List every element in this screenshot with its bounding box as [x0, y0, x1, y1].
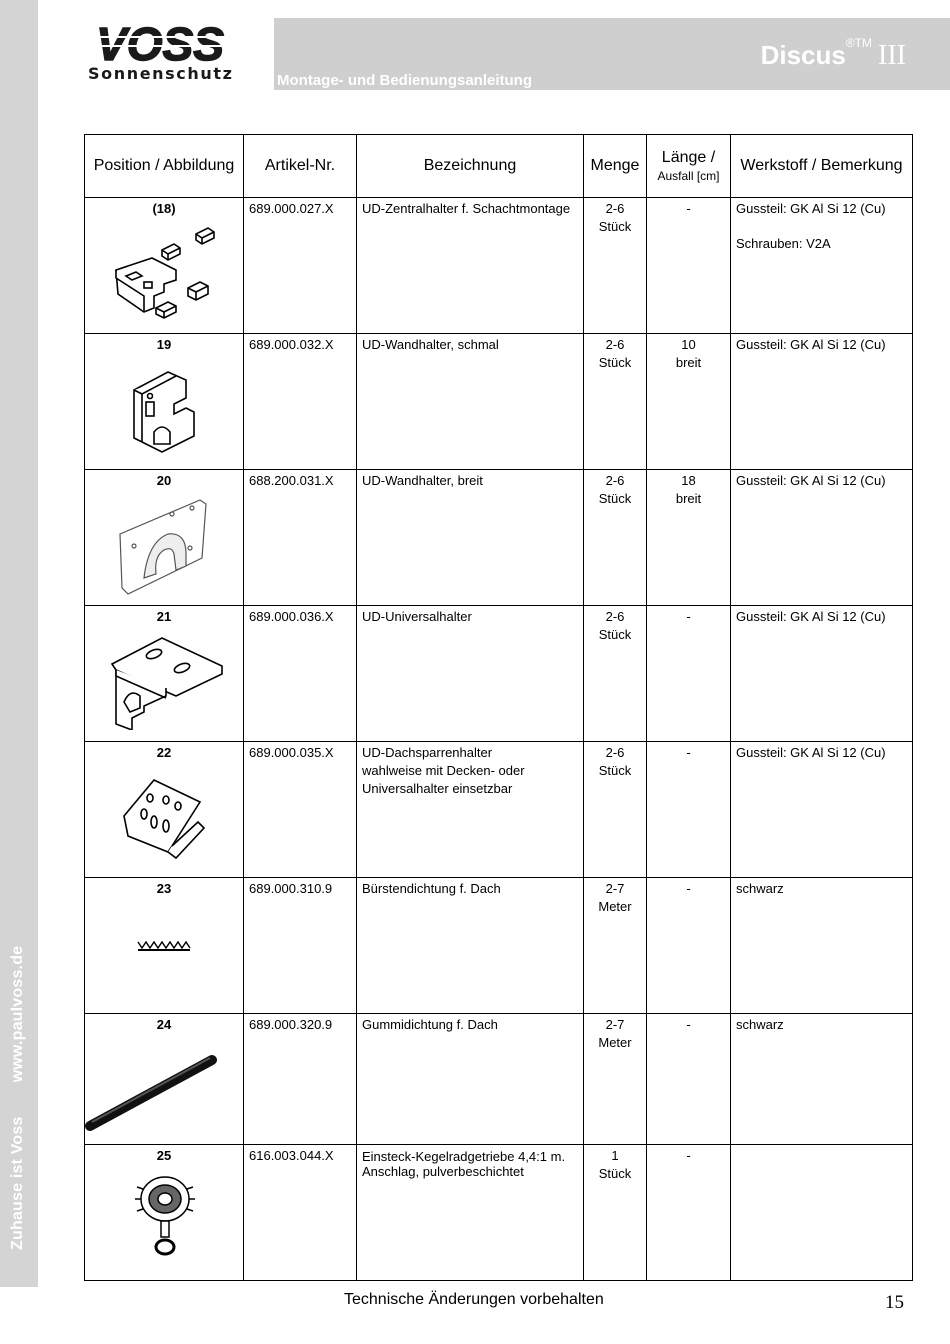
table-row [85, 606, 913, 742]
universal-bracket-icon [104, 630, 224, 730]
col-header-artikel: Artikel-Nr. [244, 135, 357, 198]
col-header-werkstoff: Werkstoff / Bemerkung [731, 135, 913, 198]
wide-wall-bracket-icon [114, 494, 214, 598]
rafter-bracket-icon [114, 766, 214, 866]
svg-text:VOSS: VOSS [96, 24, 224, 70]
cell-artikel: 689.000.032.X [244, 334, 357, 470]
cell-laenge: - [647, 606, 731, 742]
bevel-gear-icon [129, 1169, 199, 1269]
parts-table [84, 134, 913, 1281]
cell-werkstoff [731, 1145, 913, 1281]
sidebar-url: www.paulvoss.de [9, 945, 26, 1083]
cell-position: 19 [85, 334, 244, 470]
cell-position: 20 [85, 470, 244, 606]
central-bracket-parts-icon [104, 222, 224, 322]
cell-menge: 2-7 Meter [584, 1014, 647, 1145]
cell-menge: 2-6 Stück [584, 334, 647, 470]
cell-artikel: 689.000.320.9 [244, 1014, 357, 1145]
cell-position: 23 [85, 878, 244, 1014]
cell-menge: 2-6 Stück [584, 742, 647, 878]
col-header-position: Position / Abbildung [85, 135, 244, 198]
cell-laenge: - [647, 1014, 731, 1145]
cell-position: 21 [85, 606, 244, 742]
cell-werkstoff: schwarz [731, 1014, 913, 1145]
cell-werkstoff: Gussteil: GK Al Si 12 (Cu) [731, 470, 913, 606]
rubber-seal-icon [82, 1038, 222, 1138]
cell-werkstoff: Gussteil: GK Al Si 12 (Cu) [731, 742, 913, 878]
cell-artikel: 689.000.035.X [244, 742, 357, 878]
cell-werkstoff: Gussteil: GK Al Si 12 (Cu) Schrauben: V2A [731, 198, 913, 334]
cell-artikel: 689.000.027.X [244, 198, 357, 334]
cell-bezeichnung: UD-Universalhalter [357, 606, 584, 742]
cell-menge: 2-6 Stück [584, 606, 647, 742]
cell-bezeichnung: UD-Wandhalter, schmal [357, 334, 584, 470]
header-bar [274, 18, 950, 90]
col-header-menge: Menge [584, 135, 647, 198]
table-row [85, 198, 913, 334]
table-row [85, 470, 913, 606]
cell-bezeichnung: Einsteck-Kegelradgetriebe 4,4:1 m. Anschlag, pulverbeschichtet [357, 1145, 584, 1281]
brand-subtitle: Sonnenschutz [88, 64, 234, 83]
cell-artikel: 616.003.044.X [244, 1145, 357, 1281]
cell-werkstoff: Gussteil: GK Al Si 12 (Cu) [731, 334, 913, 470]
cell-position: (18) [85, 198, 244, 334]
sidebar-text [9, 946, 27, 1250]
table-row [85, 334, 913, 470]
cell-artikel: 688.200.031.X [244, 470, 357, 606]
cell-laenge: - [647, 742, 731, 878]
cell-menge: 2-7 Meter [584, 878, 647, 1014]
cell-werkstoff: schwarz [731, 878, 913, 1014]
cell-bezeichnung: UD-Dachsparrenhalter wahlweise mit Decken- oder Universalhalter einsetzbar [357, 742, 584, 878]
table-row [85, 1014, 913, 1145]
cell-laenge: - [647, 878, 731, 1014]
col-header-laenge: Länge / Ausfall [cm] [647, 135, 731, 198]
table-row [85, 878, 913, 1014]
col-header-bezeichnung: Bezeichnung [357, 135, 584, 198]
cell-artikel: 689.000.036.X [244, 606, 357, 742]
cell-menge: 2-6 Stück [584, 198, 647, 334]
table-row [85, 1145, 913, 1281]
sidebar-slogan: Zuhause ist Voss [9, 1116, 26, 1250]
cell-bezeichnung: Gummidichtung f. Dach [357, 1014, 584, 1145]
table-row [85, 742, 913, 878]
cell-position: 25 [85, 1145, 244, 1281]
cell-position: 24 [85, 1014, 244, 1145]
narrow-wall-bracket-icon [124, 358, 204, 458]
page-number: 15 [885, 1292, 904, 1313]
cell-laenge: - [647, 198, 731, 334]
footer-note: Technische Änderungen vorbehalten [344, 1291, 604, 1308]
cell-laenge: - [647, 1145, 731, 1281]
cell-laenge: 18 breit [647, 470, 731, 606]
cell-artikel: 689.000.310.9 [244, 878, 357, 1014]
cell-bezeichnung: Bürstendichtung f. Dach [357, 878, 584, 1014]
cell-werkstoff: Gussteil: GK Al Si 12 (Cu) [731, 606, 913, 742]
table-header-row [85, 135, 913, 198]
brush-seal-icon [134, 926, 194, 966]
cell-menge: 2-6 Stück [584, 470, 647, 606]
cell-bezeichnung: UD-Wandhalter, breit [357, 470, 584, 606]
cell-laenge: 10 breit [647, 334, 731, 470]
cell-bezeichnung: UD-Zentralhalter f. Schachtmontage [357, 198, 584, 334]
product-title: Discus$^{®TM}$ III [760, 36, 906, 71]
cell-position: 22 [85, 742, 244, 878]
header-subtitle: Montage- und Bedienungsanleitung [277, 72, 532, 89]
sidebar [0, 0, 38, 1287]
cell-menge: 1 Stück [584, 1145, 647, 1281]
